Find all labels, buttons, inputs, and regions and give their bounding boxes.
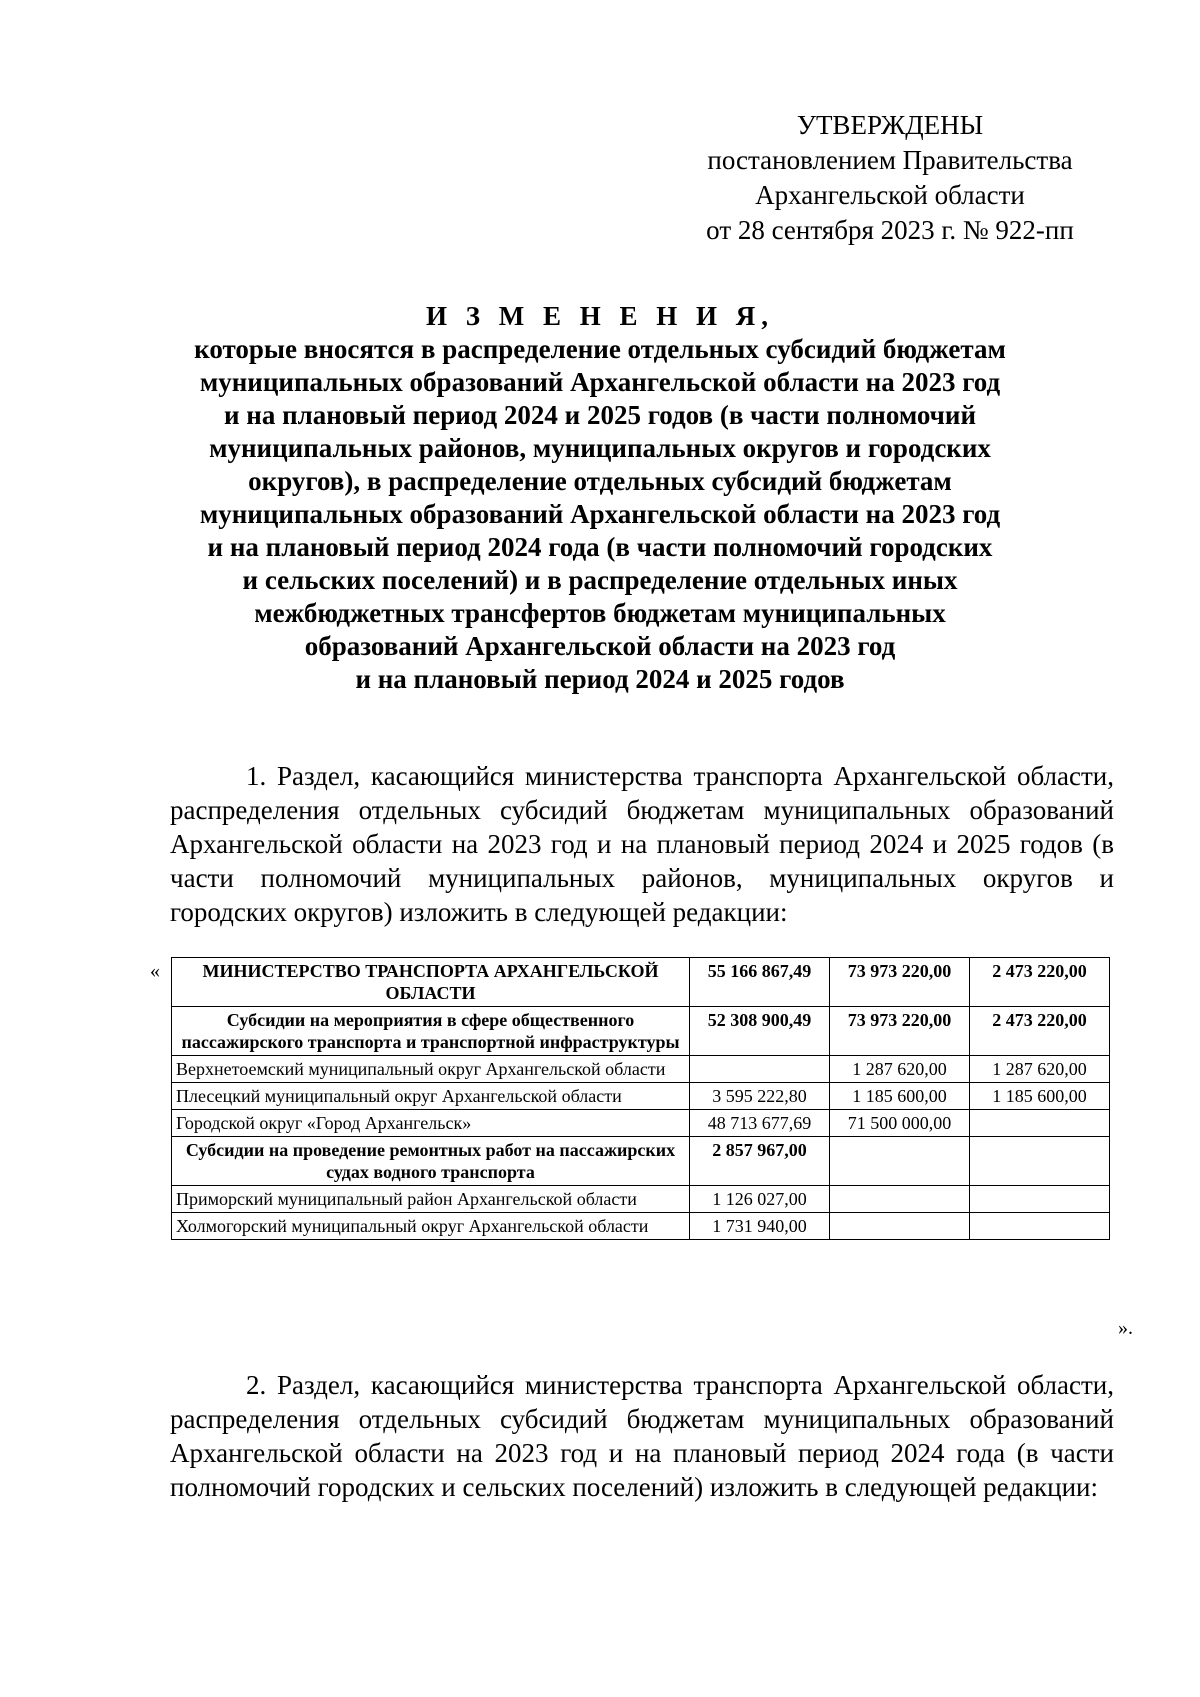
row-name-cell: Приморский муниципальный район Архангельской области xyxy=(172,1186,690,1213)
title-line: и сельских поселений) и в распределение отдельных иных xyxy=(242,565,958,595)
title-line: которые вносятся в распределение отдельных субсидий бюджетам xyxy=(194,334,1006,364)
table-row xyxy=(172,1056,1110,1083)
value-2024-cell: 73 973 220,00 xyxy=(830,1007,970,1056)
title-line: муниципальных районов, муниципальных округов и городских xyxy=(209,433,991,463)
value-2023-cell: 2 857 967,00 xyxy=(690,1137,830,1186)
value-2024-cell xyxy=(830,1137,970,1186)
value-2024-cell: 1 185 600,00 xyxy=(830,1083,970,1110)
row-name-cell: Плесецкий муниципальный округ Архангельской области xyxy=(172,1083,690,1110)
table-row xyxy=(172,1213,1110,1240)
approval-line-4: от 28 сентября 2023 г. № 922-пп xyxy=(706,215,1074,245)
approval-line-2: постановлением Правительства xyxy=(707,145,1073,175)
row-name-cell: Субсидии на мероприятия в сфере общественного пассажирского транспорта и транспортной инфраструктуры xyxy=(172,1007,690,1056)
table-row xyxy=(172,1083,1110,1110)
budget-table-body xyxy=(172,958,1110,1240)
value-2024-cell: 73 973 220,00 xyxy=(830,958,970,1007)
value-2025-cell: 1 287 620,00 xyxy=(970,1056,1110,1083)
title-line: муниципальных образований Архангельской области на 2023 год xyxy=(199,499,1001,529)
value-2025-cell: 2 473 220,00 xyxy=(970,1007,1110,1056)
row-name-cell: МИНИСТЕРСТВО ТРАНСПОРТА АРХАНГЕЛЬСКОЙ ОБЛАСТИ xyxy=(172,958,690,1007)
title-line: и на плановый период 2024 и 2025 годов xyxy=(355,664,845,694)
value-2023-cell: 1 126 027,00 xyxy=(690,1186,830,1213)
table-row xyxy=(172,1186,1110,1213)
value-2024-cell xyxy=(830,1213,970,1240)
table-row xyxy=(172,1110,1110,1137)
value-2025-cell xyxy=(970,1137,1110,1186)
approval-line-3: Архангельской области xyxy=(755,180,1025,210)
table-row xyxy=(172,1137,1110,1186)
value-2023-cell: 3 595 222,80 xyxy=(690,1083,830,1110)
row-name-cell: Субсидии на проведение ремонтных работ на пассажирских судах водного транспорта xyxy=(172,1137,690,1186)
approval-line-1: УТВЕРЖДЕНЫ xyxy=(796,110,984,140)
paragraph-2 xyxy=(170,1368,1114,1504)
title-line: муниципальных образований Архангельской области на 2023 год xyxy=(199,367,1001,397)
budget-table xyxy=(171,957,1110,1240)
row-name-cell: Верхнетоемский муниципальный округ Архангельской области xyxy=(172,1056,690,1083)
title-line: округов), в распределение отдельных субсидий бюджетам xyxy=(248,466,952,496)
row-name-cell: Городской округ «Город Архангельск» xyxy=(172,1110,690,1137)
value-2023-cell: 1 731 940,00 xyxy=(690,1213,830,1240)
value-2024-cell: 1 287 620,00 xyxy=(830,1056,970,1083)
paragraph-1 xyxy=(170,759,1114,929)
title-heading: И З М Е Н Е Н И Я, xyxy=(425,301,774,331)
title-line: и на плановый период 2024 и 2025 годов (в части полномочий xyxy=(223,400,977,430)
value-2025-cell: 1 185 600,00 xyxy=(970,1083,1110,1110)
table-row xyxy=(172,958,1110,1007)
value-2025-cell: 2 473 220,00 xyxy=(970,958,1110,1007)
paragraph-1-text: 1. Раздел, касающийся министерства транспорта Архангельской области, распределения отдельных субсидий бюджетам муниципальных образований Архангельской области на 2023 год и на плановый период 2024 и 2025 годов (в части полномочий муниципальных районов, муниципальных округов и городских округов) изложить в следующей редакции: xyxy=(170,761,1114,927)
value-2025-cell xyxy=(970,1186,1110,1213)
document-title xyxy=(150,300,1050,696)
value-2023-cell: 55 166 867,49 xyxy=(690,958,830,1007)
title-line: образований Архангельской области на 2023 год xyxy=(304,631,896,661)
value-2024-cell: 71 500 000,00 xyxy=(830,1110,970,1137)
quote-open: « xyxy=(150,960,160,982)
value-2025-cell xyxy=(970,1110,1110,1137)
value-2023-cell xyxy=(690,1056,830,1083)
value-2023-cell: 52 308 900,49 xyxy=(690,1007,830,1056)
paragraph-2-text: 2. Раздел, касающийся министерства транспорта Архангельской области, распределения отдельных субсидий бюджетам муниципальных образований Архангельской области на 2023 год и на плановый период 2024 года (в части полномочий городских и сельских поселений) изложить в следующей редакции: xyxy=(170,1370,1114,1502)
value-2025-cell xyxy=(970,1213,1110,1240)
table-row xyxy=(172,1007,1110,1056)
title-line: межбюджетных трансфертов бюджетам муниципальных xyxy=(254,598,946,628)
approval-stamp xyxy=(680,108,1100,248)
row-name-cell: Холмогорский муниципальный округ Архангельской области xyxy=(172,1213,690,1240)
quote-close: ». xyxy=(1118,1317,1133,1339)
title-line: и на плановый период 2024 года (в части полномочий городских xyxy=(207,532,993,562)
value-2024-cell xyxy=(830,1186,970,1213)
value-2023-cell: 48 713 677,69 xyxy=(690,1110,830,1137)
